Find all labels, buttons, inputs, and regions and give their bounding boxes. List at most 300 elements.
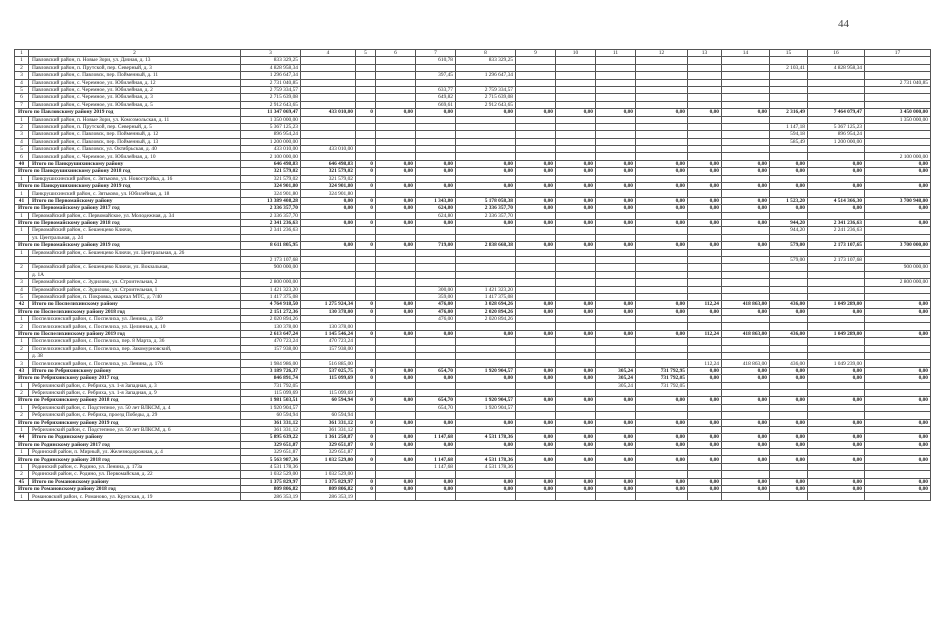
value-cell [865, 101, 931, 108]
address-cell: Первомайский район, с. Бешенцево Ключи, ул. Центральная, д. 26 [29, 249, 241, 256]
value-cell [456, 264, 516, 271]
value-cell [865, 471, 931, 478]
value-cell: 60 594,94 [301, 397, 356, 404]
value-cell: 0,00 [416, 419, 456, 426]
value-cell [416, 190, 456, 197]
value-cell: 896 954,24 [808, 131, 865, 138]
value-cell: 0 [356, 160, 376, 167]
value-cell [301, 382, 356, 389]
value-cell: 433 010,00 [301, 109, 356, 116]
value-cell: 0,00 [722, 242, 770, 249]
value-cell [722, 86, 770, 93]
total-row [15, 109, 931, 116]
value-cell [376, 138, 416, 145]
value-cell [688, 101, 722, 108]
value-cell: 0,00 [688, 434, 722, 441]
index-cell [15, 256, 29, 263]
value-cell [301, 286, 356, 293]
value-cell [416, 146, 456, 153]
value-cell [556, 382, 596, 389]
value-cell [722, 323, 770, 330]
value-cell: 833 329,25 [456, 57, 516, 64]
value-cell [770, 57, 808, 64]
total-row [15, 330, 931, 337]
value-cell [456, 360, 516, 367]
value-cell [722, 146, 770, 153]
table-row [15, 271, 931, 278]
value-cell [376, 227, 416, 234]
value-cell: 0,00 [376, 397, 416, 404]
value-cell [556, 212, 596, 219]
value-cell [808, 79, 865, 86]
value-cell: 0,00 [416, 478, 456, 485]
value-cell [808, 146, 865, 153]
value-cell: 0,00 [770, 419, 808, 426]
table-row [15, 64, 931, 71]
value-cell [356, 249, 376, 256]
value-cell [722, 64, 770, 71]
value-cell [722, 353, 770, 360]
value-cell [376, 382, 416, 389]
value-cell: 0,00 [770, 205, 808, 212]
address-cell: д. 38 [29, 353, 241, 360]
value-cell [301, 57, 356, 64]
index-cell: 1 [15, 249, 29, 256]
value-cell: 0,00 [596, 419, 636, 426]
value-cell [376, 353, 416, 360]
value-cell: 0 [356, 486, 376, 493]
value-cell [808, 94, 865, 101]
value-cell: 1 350 000,00 [865, 116, 931, 123]
table-row [15, 86, 931, 93]
value-cell [301, 256, 356, 263]
value-cell: 0,00 [376, 197, 416, 204]
value-cell [596, 286, 636, 293]
value-cell: 324 901,80 [241, 190, 301, 197]
value-cell: 321 579,02 [301, 175, 356, 182]
index-cell: 2 [15, 389, 29, 396]
value-cell: 433 010,00 [241, 146, 301, 153]
table-row [15, 449, 931, 456]
value-cell: 2 341 236,63 [241, 219, 301, 226]
value-cell: 0,00 [636, 308, 688, 315]
total-row [15, 397, 931, 404]
index-cell: 5 [15, 86, 29, 93]
value-cell: 0,00 [556, 219, 596, 226]
value-cell [376, 389, 416, 396]
table-row [15, 146, 931, 153]
value-cell: 0,00 [556, 308, 596, 315]
value-cell: 0,00 [376, 242, 416, 249]
value-cell [636, 449, 688, 456]
value-cell: 0,00 [808, 168, 865, 175]
value-cell: 1 049 289,00 [808, 330, 865, 337]
value-cell [241, 249, 301, 256]
index-cell: 2 [15, 64, 29, 71]
value-cell: 0,00 [556, 367, 596, 374]
value-cell [301, 64, 356, 71]
value-cell: 0,00 [456, 168, 516, 175]
value-cell: 0,00 [865, 441, 931, 448]
table-row [15, 426, 931, 433]
value-cell: 0,00 [556, 441, 596, 448]
value-cell: 1 147,68 [416, 456, 456, 463]
value-cell: 579,00 [770, 256, 808, 263]
value-cell: 0,00 [688, 419, 722, 426]
value-cell: 0,00 [556, 205, 596, 212]
value-cell [688, 249, 722, 256]
value-cell: 0,00 [636, 301, 688, 308]
index-cell: 41 [15, 197, 29, 204]
value-cell: 321 579,02 [301, 168, 356, 175]
value-cell: 0,00 [516, 242, 556, 249]
total-label-cell: Итого по Первомайскому району 2019 год [15, 242, 241, 249]
value-cell [688, 79, 722, 86]
value-cell: 0,00 [516, 478, 556, 485]
address-cell: Первомайский район, с. Бешенцево Ключи, ул. Вокзальная, [29, 264, 241, 271]
index-cell [15, 234, 29, 241]
value-cell [636, 279, 688, 286]
value-cell [456, 493, 516, 500]
value-cell [596, 94, 636, 101]
value-cell [556, 323, 596, 330]
value-cell: 2 731 040,85 [865, 79, 931, 86]
value-cell: 1 049 289,00 [808, 301, 865, 308]
value-cell [516, 323, 556, 330]
value-cell: 0 [356, 456, 376, 463]
value-cell [770, 293, 808, 300]
index-cell: 45 [15, 478, 29, 485]
value-cell: 130 378,00 [241, 323, 301, 330]
address-cell: Павловский район, с. Черемное, ул. Юбилейная, д. 5 [29, 101, 241, 108]
value-cell: 0,00 [770, 434, 808, 441]
value-cell [770, 353, 808, 360]
value-cell: 624,80 [416, 205, 456, 212]
value-cell [416, 227, 456, 234]
value-cell: 0,00 [376, 456, 416, 463]
value-cell [556, 138, 596, 145]
value-cell: 1 417 375,08 [241, 293, 301, 300]
value-cell [456, 412, 516, 419]
value-cell [808, 426, 865, 433]
table-row [15, 264, 931, 271]
value-cell [865, 86, 931, 93]
value-cell [376, 57, 416, 64]
value-cell [865, 190, 931, 197]
value-cell: 0,00 [376, 434, 416, 441]
value-cell [808, 382, 865, 389]
value-cell: 2 341 236,63 [241, 227, 301, 234]
value-cell [356, 153, 376, 160]
value-cell [556, 256, 596, 263]
value-cell: 731 792,05 [636, 375, 688, 382]
value-cell [688, 404, 722, 411]
index-cell: 3 [15, 279, 29, 286]
value-cell [770, 279, 808, 286]
value-cell: 0 [356, 419, 376, 426]
value-cell: 0 [356, 109, 376, 116]
value-cell [636, 286, 688, 293]
value-cell [301, 227, 356, 234]
column-number-cell: 3 [241, 50, 301, 57]
value-cell: 0,00 [596, 456, 636, 463]
value-cell [770, 234, 808, 241]
value-cell [688, 293, 722, 300]
value-cell: 0,00 [376, 160, 416, 167]
value-cell [865, 293, 931, 300]
value-cell [416, 64, 456, 71]
value-cell: 2 100 000,00 [865, 153, 931, 160]
value-cell: 433 010,00 [301, 146, 356, 153]
value-cell: 1 523,20 [770, 197, 808, 204]
table-container [14, 49, 928, 639]
value-cell [556, 493, 596, 500]
value-cell: 0,00 [516, 219, 556, 226]
index-cell: 2 [15, 323, 29, 330]
value-cell [416, 79, 456, 86]
value-cell: 5 895 639,22 [241, 434, 301, 441]
value-cell [516, 123, 556, 130]
value-cell: 130 378,00 [301, 308, 356, 315]
value-cell: 112,24 [688, 301, 722, 308]
value-cell: 2 912 643,65 [241, 101, 301, 108]
value-cell: 0,00 [808, 397, 865, 404]
value-cell [301, 404, 356, 411]
value-cell: 0,00 [376, 330, 416, 337]
value-cell [356, 227, 376, 234]
address-cell: Ребрихинский район, с. Подстепное, ул. 50 лет ВЛКСМ, д. 6 [29, 426, 241, 433]
value-cell [770, 72, 808, 79]
value-cell: 0,00 [636, 434, 688, 441]
index-cell: 6 [15, 94, 29, 101]
index-cell: 1 [15, 175, 29, 182]
value-cell [688, 382, 722, 389]
table-row [15, 338, 931, 345]
index-cell: 4 [15, 79, 29, 86]
value-cell [456, 345, 516, 352]
value-cell [376, 256, 416, 263]
index-cell: 7 [15, 101, 29, 108]
value-cell: 1 343,80 [416, 197, 456, 204]
value-cell [556, 94, 596, 101]
value-cell: 60 594,94 [241, 412, 301, 419]
index-cell: 40 [15, 160, 29, 167]
value-cell [556, 123, 596, 130]
value-cell: 0,00 [516, 308, 556, 315]
value-cell [688, 316, 722, 323]
value-cell [722, 338, 770, 345]
table-row [15, 234, 931, 241]
value-cell [688, 57, 722, 64]
value-cell [688, 353, 722, 360]
value-cell [722, 471, 770, 478]
value-cell: 0,00 [808, 478, 865, 485]
value-cell [376, 338, 416, 345]
index-cell: 5 [15, 293, 29, 300]
column-number-cell: 15 [770, 50, 808, 57]
value-cell: 594,18 [770, 131, 808, 138]
column-number-cell: 17 [865, 50, 931, 57]
value-cell [556, 234, 596, 241]
value-cell [596, 279, 636, 286]
value-cell: 0,00 [636, 160, 688, 167]
value-cell [770, 449, 808, 456]
value-cell: 0,00 [722, 419, 770, 426]
value-cell [770, 264, 808, 271]
total-label-cell: Итого по Панкрушихинскому району 2019 год [15, 183, 241, 190]
table-row [15, 404, 931, 411]
value-cell [556, 404, 596, 411]
value-cell [356, 463, 376, 470]
value-cell: 2 336 357,70 [456, 205, 516, 212]
value-cell [376, 101, 416, 108]
address-cell: Павловский район, п. Прутской, пер. Северный, д. 5 [29, 123, 241, 130]
value-cell: 5 563 987,36 [241, 456, 301, 463]
value-cell: 0,00 [808, 308, 865, 315]
table-row [15, 123, 931, 130]
table-row [15, 79, 931, 86]
total-row [15, 478, 931, 485]
value-cell [416, 353, 456, 360]
value-cell: 0,00 [376, 375, 416, 382]
value-cell: 0,00 [376, 441, 416, 448]
column-number-cell: 7 [416, 50, 456, 57]
value-cell: 0,00 [636, 486, 688, 493]
value-cell [516, 426, 556, 433]
value-cell: 610,78 [416, 57, 456, 64]
value-cell [688, 116, 722, 123]
value-cell: 0,00 [808, 375, 865, 382]
index-cell: 1 [15, 116, 29, 123]
repair-registry-table [14, 49, 931, 501]
value-cell: 846 891,74 [241, 375, 301, 382]
value-cell [301, 249, 356, 256]
value-cell [808, 264, 865, 271]
value-cell: 0,00 [688, 242, 722, 249]
value-cell: 4 828 958,34 [808, 64, 865, 71]
value-cell [376, 293, 416, 300]
value-cell [376, 234, 416, 241]
value-cell: 0,00 [865, 205, 931, 212]
total-row [15, 375, 931, 382]
address-cell: Первомайский район, с. Зудилово, ул. Строительная, 2 [29, 279, 241, 286]
value-cell [596, 449, 636, 456]
value-cell [688, 212, 722, 219]
value-cell: 0,00 [865, 160, 931, 167]
value-cell [376, 79, 416, 86]
value-cell: 0,00 [770, 168, 808, 175]
value-cell: 2 316,49 [770, 109, 808, 116]
index-cell: 2 [15, 471, 29, 478]
value-cell [722, 293, 770, 300]
address-cell: Павловский район, с. Павловск, пер. Пойменный, д. 12 [29, 131, 241, 138]
value-cell: 0 [356, 205, 376, 212]
address-cell: Панкрушихинский район, с. Зятьково, ул. Новостройка, д. 16 [29, 175, 241, 182]
value-cell [596, 353, 636, 360]
value-cell [636, 338, 688, 345]
total-row [15, 419, 931, 426]
value-cell: 0,00 [722, 183, 770, 190]
value-cell: 0,00 [770, 308, 808, 315]
index-cell: 6 [15, 153, 29, 160]
value-cell [808, 234, 865, 241]
value-cell [356, 175, 376, 182]
value-cell: 0,00 [516, 160, 556, 167]
value-cell [376, 471, 416, 478]
value-cell: 321 579,02 [241, 175, 301, 182]
value-cell [456, 279, 516, 286]
value-cell: 1 147,68 [416, 434, 456, 441]
value-cell: 470 723,24 [301, 338, 356, 345]
value-cell [636, 138, 688, 145]
value-cell [376, 426, 416, 433]
value-cell [596, 175, 636, 182]
value-cell [556, 101, 596, 108]
value-cell: 1 421 323,20 [456, 286, 516, 293]
address-cell: Родинский район, п. Мирный, ул. Железнодорожная, д. 4 [29, 449, 241, 456]
value-cell: 1 200 000,00 [241, 138, 301, 145]
value-cell [356, 264, 376, 271]
value-cell: 0,00 [596, 397, 636, 404]
value-cell [865, 353, 931, 360]
value-cell [688, 345, 722, 352]
value-cell: 112,24 [688, 330, 722, 337]
value-cell [596, 426, 636, 433]
value-cell [865, 131, 931, 138]
address-cell: Панкрушихинский район, с. Зятьково, ул. Юбилейная, д. 18 [29, 190, 241, 197]
value-cell: 0,00 [865, 375, 931, 382]
value-cell [456, 138, 516, 145]
value-cell: 0,00 [636, 456, 688, 463]
value-cell [416, 264, 456, 271]
value-cell [376, 249, 416, 256]
value-cell [865, 227, 931, 234]
value-cell [636, 123, 688, 130]
value-cell [516, 463, 556, 470]
value-cell [596, 256, 636, 263]
value-cell [808, 316, 865, 323]
value-cell: 0,00 [688, 205, 722, 212]
value-cell [456, 123, 516, 130]
value-cell [865, 64, 931, 71]
value-cell [516, 64, 556, 71]
address-cell: Ребрихинский район, с. Ребриха, ул. 1-я Западная, д. 9 [29, 389, 241, 396]
value-cell [688, 72, 722, 79]
value-cell: 0,00 [636, 219, 688, 226]
value-cell [865, 286, 931, 293]
value-cell [770, 271, 808, 278]
value-cell: 0,00 [596, 434, 636, 441]
value-cell [636, 153, 688, 160]
value-cell [722, 234, 770, 241]
value-cell: 4 531 178,36 [456, 463, 516, 470]
value-cell [596, 101, 636, 108]
value-cell: 1 296 647,34 [456, 72, 516, 79]
value-cell [688, 471, 722, 478]
value-cell [356, 389, 376, 396]
value-cell: 0,00 [516, 301, 556, 308]
index-cell: 1 [15, 449, 29, 456]
value-cell: 3 189 726,37 [241, 367, 301, 374]
value-cell: 115 099,69 [301, 375, 356, 382]
value-cell [416, 493, 456, 500]
value-cell [556, 175, 596, 182]
value-cell [241, 271, 301, 278]
value-cell [416, 360, 456, 367]
column-number-cell: 6 [376, 50, 416, 57]
value-cell [722, 382, 770, 389]
value-cell [456, 382, 516, 389]
